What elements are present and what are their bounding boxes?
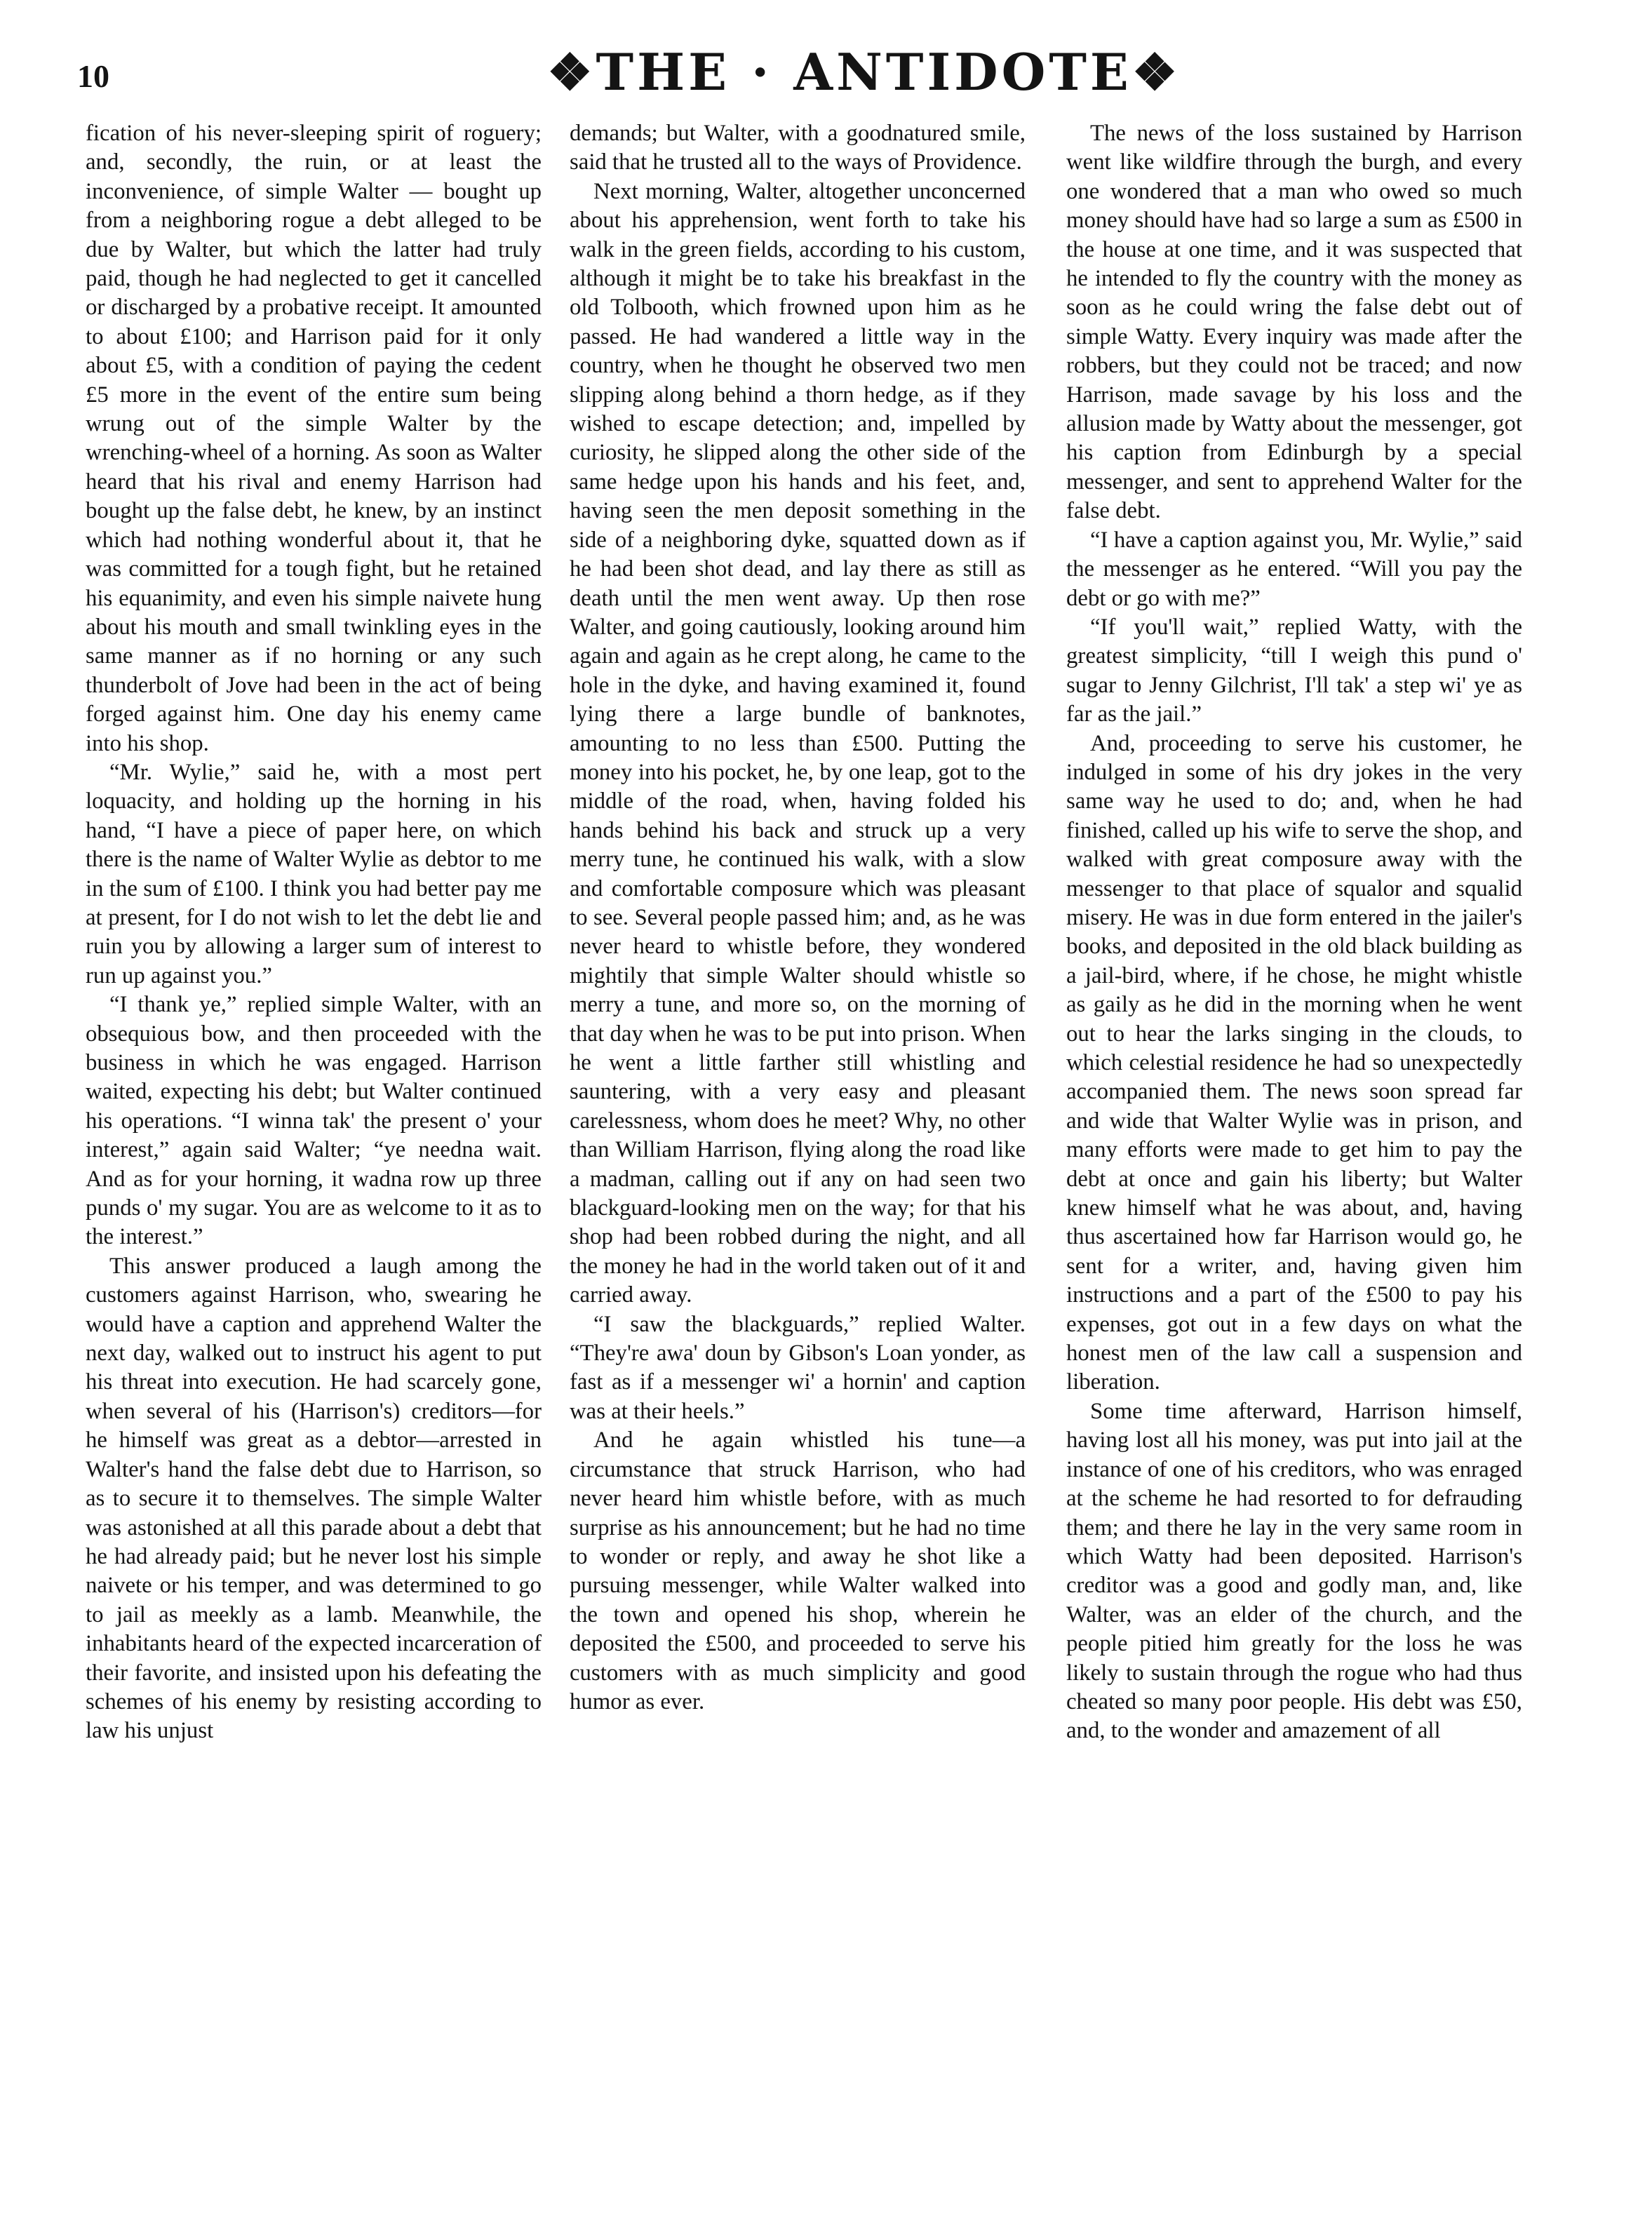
paragraph: Next morning, Walter, altogether unconcerned about his apprehension, went forth to take his walk in the green fields, according to his custom, although it might be to take his breakfast in the old Tolbooth, which frowned upon him as he passed. He had wandered a little way in the country, when he thought he observed two men slipping along behind a thorn hedge, as if they wished to escape detection; and, impelled by curiosity, he slipped along the other side of the same hedge upon his hands and his feet, and, having seen the men deposit something in the side of a neighboring dyke, squatted down as if he had been shot dead, and lay there as still as death until the men went away. Up then rose Walter, and going cautiously, looking around him again and again as he crept along, he came to the hole in the dyke, and having examined it, found lying there a large bundle of banknotes, amounting to no less than £500. Putting the money into his pocket, he, by one leap, got to the middle of the road, when, having folded his hands behind his back and struck up a very merry tune, he continued his walk, with a slow and comfortable composure which was pleasant to see. Several people passed him; and, as he was never heard to whistle before, they wondered mightily that simple Walter should whistle so merry a tune, and more so, on the morning of that day when he was to be put into prison. When he went a little farther still whistling and sauntering, with a very easy and pleasant carelessness, whom does he meet? Why, no other than William Harrison, flying along the road like a madman, calling out if any on had seen two blackguard-looking men on the way; for that his shop had been robbed during the night, and all the money he had in the world taken out of it and carried away. [570, 178, 1026, 1308]
text-column-2 [570, 119, 1026, 2210]
paragraph: “I thank ye,” replied simple Walter, with an obsequious bow, and then proceeded with the business in which he was engaged. Harrison waited, expecting his debt; but Walter continued his operations. “I winna tak' the present o' your interest,” again said Walter; “ye needna wait. And as for your horning, it wadna row up three punds o' my sugar. You are as welcome to it as to the interest.” [86, 992, 542, 1250]
paragraph: “If you'll wait,” replied Watty, with the greatest simplicity, “till I weigh this pund o' sugar to Jenny Gilchrist, I'll tak' a step wi' ye as far as the jail.” [1066, 614, 1522, 727]
paragraph: “I have a caption against you, Mr. Wylie,” said the messenger as he entered. “Will you pay the debt or go with me?” [1066, 527, 1522, 611]
paragraph: “I saw the blackguards,” replied Walter. “They're awa' doun by Gibson's Loan yonder, as fast as if a messenger wi' a hornin' and caption was at their heels.” [570, 1311, 1026, 1424]
page-number: 10 [77, 58, 109, 94]
paragraph: And he again whistled his tune—a circumstance that struck Harrison, who had never heard him whistle before, with as much surprise as his announcement; but he had no time to wonder or reply, and away he shot like a pursuing messenger, while Walter walked into the town and opened his shop, wherein he deposited the £500, and proceeded to serve his customers with as much simplicity and good humor as ever. [570, 1428, 1026, 1714]
paragraph: This answer produced a laugh among the customers against Harrison, who, swearing he would have a caption and apprehend Walter the next day, walked out to instruct his agent to put his threat into execution. He had scarcely gone, when several of his (Harrison's) creditors—for he himself was great as a debtor—arrested in Walter's hand the false debt due to Harrison, so as to secure it to themselves. The simple Walter was astonished at all this parade about a debt that he had already paid; but he never lost his simple naivete or his temper, and was determined to go to jail as meekly as a lamb. Meanwhile, the inhabitants heard of the expected incarceration of their favorite, and insisted upon his defeating the schemes of his enemy by resisting according to law his unjust [86, 1253, 542, 1744]
paragraph: “Mr. Wylie,” said he, with a most pert loquacity, and holding up the horning in his hand, “I have a piece of paper here, on which there is the name of Walter Wylie as debtor to me in the sum of £100. I think you had better pay me at present, for I do not wish to let the debt lie and ruin you by allowing a larger sum of interest to run up against you.” [86, 759, 542, 988]
text-column-3 [1066, 119, 1522, 2210]
running-head-title: ❖THE · ANTIDOTE❖ [547, 42, 1181, 102]
text-column-1 [86, 119, 542, 2210]
paragraph: demands; but Walter, with a goodnatured smile, said that he trusted all to the ways of Providence. [570, 121, 1026, 175]
paragraph: Some time afterward, Harrison himself, having lost all his money, was put into jail at the instance of one of his creditors, who was enraged at the scheme he had resorted to for defrauding them; and there he lay in the very same room in which Watty had been deposited. Harrison's creditor was a good and godly man, and, like Walter, was an elder of the church, and the people pitied him greatly for the loss he was likely to sustain through the rogue who had thus cheated so many poor people. His debt was £50, and, to the wonder and amazement of all [1066, 1398, 1522, 1744]
paragraph: fication of his never-sleeping spirit of roguery; and, secondly, the ruin, or at least the inconvenience, of simple Walter — bought up from a neighboring rogue a debt alleged to be due by Walter, but which the latter had truly paid, though he had neglected to get it cancelled or discharged by a probative receipt. It amounted to about £100; and Harrison paid for it only about £5, with a condition of paying the cedent £5 more in the event of the entire sum being wrung out of the simple Walter by the wrenching-wheel of a horning. As soon as Walter heard that his rival and enemy Harrison had bought up the false debt, he knew, by an instinct which had nothing wonderful about it, that he was committed for a tough fight, but he retained his equanimity, and even his simple naivete hung about his mouth and small twinkling eyes in the same manner as if no horning or any such thunderbolt of Jove had been in the act of being forged against him. One day his enemy came into his shop. [86, 121, 542, 756]
paragraph: The news of the loss sustained by Harrison went like wildfire through the burgh, and every one wondered that a man who owed so much money should have had so large a sum as £500 in the house at one time, and it was suspected that he intended to fly the country with the money as soon as he could wring the false debt out of simple Watty. Every inquiry was made after the robbers, but they could not be traced; and now Harrison, made savage by his loss and the allusion made by Watty about the messenger, got his caption from Edinburgh by a special messenger, and sent to apprehend Walter for the false debt. [1066, 121, 1522, 524]
paragraph: And, proceeding to serve his customer, he indulged in some of his dry jokes in the very same way he used to do; and, when he had finished, called up his wife to serve the shop, and walked with great composure away with the messenger to that place of squalor and squalid misery. He was in due form entered in the jailer's books, and deposited in the old black building as a jail-bird, where, if he chose, he might whistle as gaily as he did in the morning when he went out to hear the larks singing in the clouds, to which celestial residence he had so unexpectedly accompanied them. The news soon spread far and wide that Walter Wylie was in prison, and many efforts were made to get him to pay the debt at once and gain his liberty; but Walter knew himself what he was about, and, having thus ascertained how far Harrison would go, he sent for a writer, and, having given him instructions and a part of the £500 to pay his expenses, got out in a few days on what the honest men of the law call a suspension and liberation. [1066, 730, 1522, 1395]
